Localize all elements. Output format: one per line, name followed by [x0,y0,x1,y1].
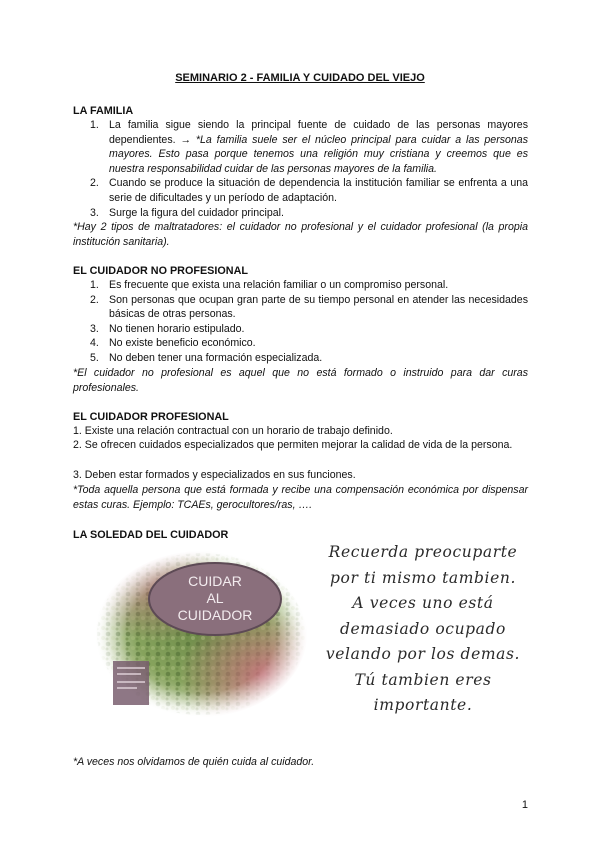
page-number: 1 [521,799,528,811]
quote-line: Recuerda preocuparte [328,543,518,561]
quote-line: demasiado ocupado [340,619,506,638]
ivy-wall-illustration [95,551,308,718]
heading-familia: LA FAMILIA [73,105,134,117]
item-text: Es frecuente que exista una relación familiar o un compromiso personal. [109,279,449,291]
item-text: Cuando se produce la situación de dependencia la institución familiar se enfrenta a una serie de dificultades y un período de adaptación. [109,177,528,204]
handwritten-quote [318,540,528,719]
item-number: 5. [90,351,99,364]
item-text: No deben tener una formación especializada. [109,351,323,364]
image-text-line: AL [206,590,224,606]
profesional-line: 1. Existe una relación contractual con un horario de trabajo definido. [73,425,393,437]
heading-profesional: EL CUIDADOR PROFESIONAL [73,411,229,423]
item-number: 1. [90,119,99,131]
list-item [90,336,528,351]
profesional-line: 2. Se ofrecen cuidados especializados que permiten mejorar la calidad de vida de la persona. [73,439,513,451]
no-profesional-list [90,278,528,366]
list-item [90,278,528,293]
item-number: 2. [90,177,99,190]
image-text-line: CUIDAR [188,573,242,589]
item-text: No tienen horario estipulado. [109,322,245,335]
familia-note: *Hay 2 tipos de maltratadores: el cuidador no profesional y el cuidador profesional (la propia institución sanitaria). [73,221,528,248]
quote-line: importante. [373,696,473,714]
item-text: La familia sigue siendo la principal fuente de cuidado de las personas mayores dependientes. → [109,119,528,146]
quote-line: Tú tambien eres [354,670,492,689]
document-title: SEMINARIO 2 - FAMILIA Y CUIDADO DEL VIEJO [175,72,425,84]
familia-list [90,118,528,220]
list-item [90,176,528,205]
profesional-line: 3. Deben estar formados y especializados en sus funciones. [73,469,356,481]
cuidar-al-cuidador-image [95,551,308,718]
item-text: Surge la figura del cuidador principal. [109,206,284,219]
soledad-note: *A veces nos olvidamos de quién cuida al cuidador. [73,756,315,768]
quote-line: velando por los demas. [325,645,521,663]
list-item [90,293,528,322]
heading-no-profesional: EL CUIDADOR NO PROFESIONAL [73,265,248,277]
item-text: No existe beneficio económico. [109,337,256,350]
heading-soledad: LA SOLEDAD DEL CUIDADOR [73,529,229,541]
item-number: 3. [90,322,99,335]
item-number: 2. [90,293,99,306]
no-profesional-note: *El cuidador no profesional es aquel que no está formado o instruido para dar curas profesionales. [73,367,528,394]
list-item [90,206,528,221]
item-number: 3. [90,206,99,219]
image-text-line: CUIDADOR [177,607,253,623]
profesional-note: *Toda aquella persona que está formada y recibe una compensación económica por dispensar estas curas. Ejemplo: TCAEs, gerocultores/ras, …. [73,484,528,511]
list-item [90,322,528,337]
quote-line: por ti mismo tambien. [330,568,516,587]
item-italic-note: *La familia suele ser el núcleo principal para cuidar a las personas mayores. Esto pasa porque tenemos una religión muy cristiana y creemos que es nuestra responsabilidad cuidar de las personas mayores de la familia. [109,133,528,175]
list-item [90,118,528,176]
list-item [90,351,528,366]
item-text: Son personas que ocupan gran parte de su tiempo personal en atender las necesidades básicas de otras personas. [109,293,528,321]
quote-line: A veces uno está [352,594,494,612]
item-number: 4. [90,337,99,350]
item-number: 1. [90,279,99,291]
